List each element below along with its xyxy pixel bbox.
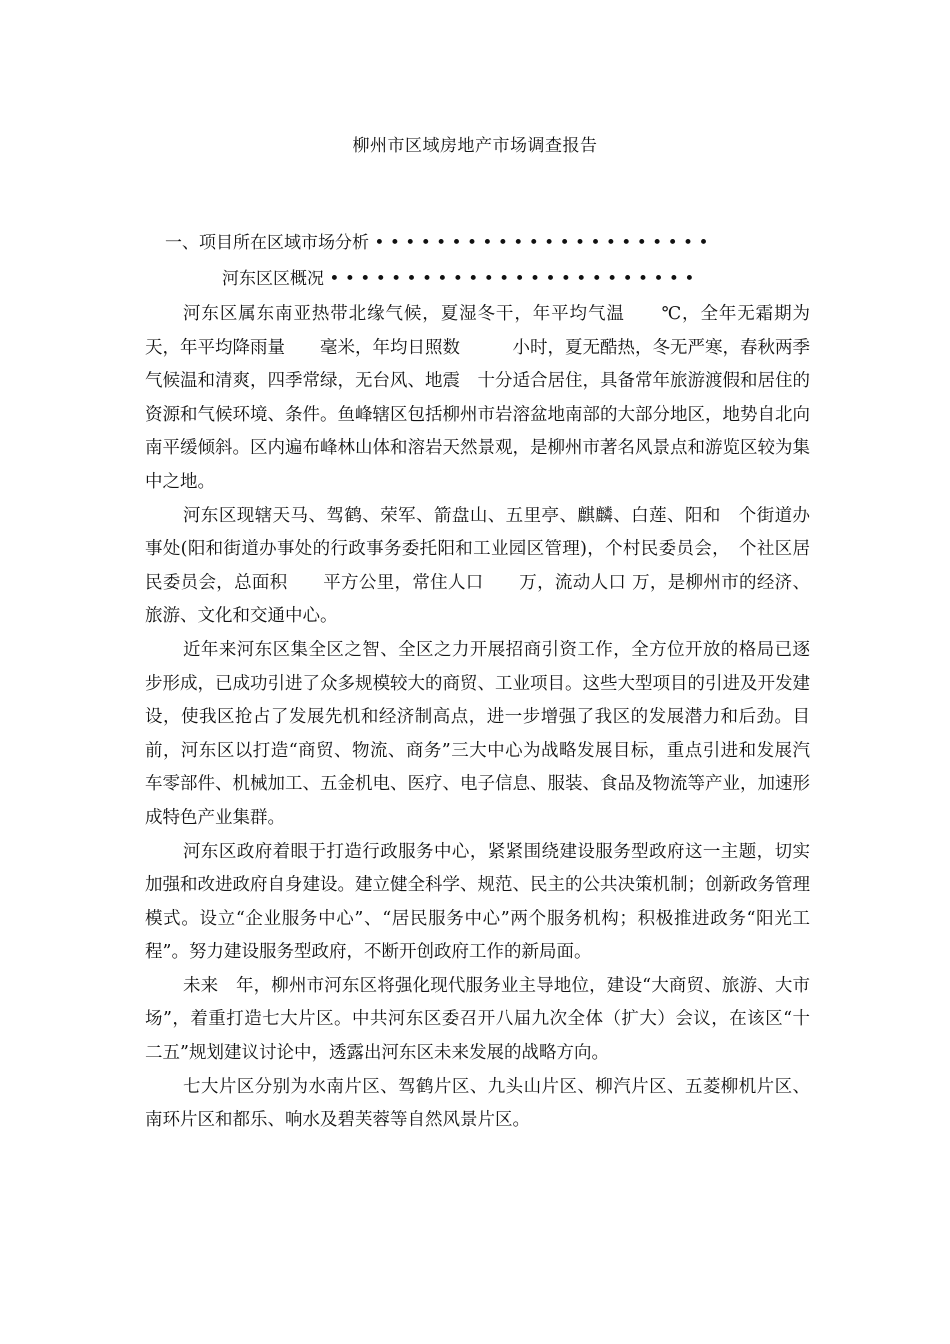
toc-entry-1[interactable] (165, 228, 709, 253)
document-body (145, 298, 828, 1138)
paragraph-investment: 近年来河东区集全区之智、全区之力开展招商引资工作，全方位开放的格局已逐步形成，已成功引进了众多规模较大的商贸、工业项目。这些大型项目的引进及开发建设，使我区抢占了发展先机和经济制高点，进一步增强了我区的发展潜力和后劲。目前，河东区以打造“商贸、物流、商务”三大中心为战略发展目标，重点引进和发展汽车零部件、机械加工、五金机电、医疗、电子信息、服装、食品及物流等产业，加速形成特色产业集群。 (145, 639, 810, 828)
paragraph-future: 未来 年，柳州市河东区将强化现代服务业主导地位，建设“大商贸、旅游、大市场”，着重打造七大片区。中共河东区委召开八届九次全体（扩大）会议，在该区“十二五”规划建议讨论中，透露出河东区未来发展的战略方向。 (145, 975, 810, 1064)
document-title: 柳州市区域房地产市场调查报告 (352, 136, 598, 156)
toc-entry-2[interactable] (222, 264, 694, 289)
paragraph-government: 河东区政府着眼于打造行政服务中心，紧紧围绕建设服务型政府这一主题，切实加强和改进政府自身建设。建立健全科学、规范、民主的公共决策机制；创新政务管理模式。设立“企业服务中心”、“居民服务中心”两个服务机构；积极推进政务“阳光工程”。努力建设服务型政府，不断开创政府工作的新局面。 (145, 841, 810, 963)
paragraph-administration: 河东区现辖天马、驾鹤、荣军、箭盘山、五里亭、麒麟、白莲、阳和 个街道办事处(阳和街道办事处的行政事务委托阳和工业园区管理)，个村民委员会， 个社区居民委员会，总面积 平方公里，常住人口 万，流动人口 万，是柳州市的经济、旅游、文化和交通中心。 (145, 505, 810, 627)
paragraph-districts: 七大片区分别为水南片区、驾鹤片区、九头山片区、柳汽片区、五菱柳机片区、南环片区和都乐、响水及碧芙蓉等自然风景片区。 (145, 1076, 810, 1131)
toc-leader-dots: • • • • • • • • • • • • • • • • • • • • • • (374, 233, 709, 253)
paragraph-climate: 河东区属东南亚热带北缘气候，夏湿冬干，年平均气温 ℃，全年无霜期为 天，年平均降雨量 毫米，年均日照数 小时，夏无酷热，冬无严寒，春秋两季气候温和清爽，四季常绿，无台风、地震 十分适合居住，具备常年旅游渡假和居住的资源和气候环境、条件。鱼峰辖区包括柳州市岩溶盆地南部的大部分地区，地势自北向南平缓倾斜。区内遍布峰林山体和溶岩天然景观，是柳州市著名风景点和游览区较为集中之地。 (145, 304, 828, 492)
toc-entry-label: 河东区区概况 (222, 269, 324, 289)
toc-leader-dots: • • • • • • • • • • • • • • • • • • • • • • • • (329, 269, 695, 289)
toc-entry-label: 一、项目所在区域市场分析 (165, 233, 369, 253)
